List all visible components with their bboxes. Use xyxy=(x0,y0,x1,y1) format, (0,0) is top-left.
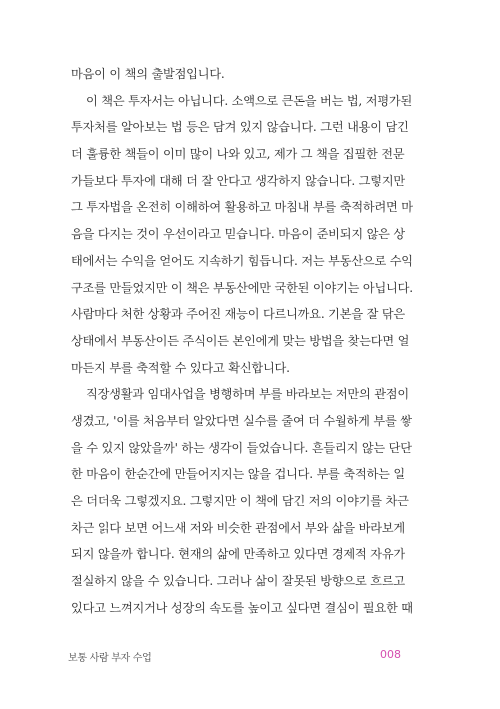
paragraph-first-line: 직장생활과 임대사업을 병행하며 부를 바라보는 저만의 관점이 xyxy=(86,387,409,402)
text-line: 마음이 이 책의 출발점입니다. xyxy=(71,67,225,81)
text-line: 투자처를 알아보는 법 등은 담겨 있지 않습니다. 그런 내용이 담긴 xyxy=(71,120,409,135)
text-line: 되지 않을까 합니다. 현재의 삶에 만족하고 있다면 경제적 자유가 xyxy=(71,547,405,562)
page-number: 008 xyxy=(380,648,401,661)
paragraph-last-line: 마든지 부를 축적할 수 있다고 확신합니다. xyxy=(71,360,290,375)
text-line: 더 훌륭한 책들이 이미 많이 나와 있고, 제가 그 책을 집필한 전문 xyxy=(71,147,405,162)
text-line: 생겼고, '이를 처음부터 알았다면 실수를 줄여 더 수월하게 부를 쌓 xyxy=(71,413,412,428)
text-line: 을 수 있지 않았을까' 하는 생각이 들었습니다. 흔들리지 않는 단단 xyxy=(71,440,412,455)
text-line: 상태에서 부동산이든 주식이든 본인에게 맞는 방법을 찾는다면 얼 xyxy=(71,333,410,348)
text-line: 있다고 느껴지거나 성장의 속도를 높이고 싶다면 결심이 필요한 때 xyxy=(71,600,413,615)
text-line: 은 더더욱 그렇겠지요. 그렇지만 이 책에 담긴 저의 이야기를 차근 xyxy=(71,494,409,508)
text-line: 그 투자법을 온전히 이해하여 활용하고 마침내 부를 축적하려면 마 xyxy=(71,200,413,215)
body-text xyxy=(71,61,413,621)
text-line: 음을 다지는 것이 우선이라고 믿습니다. 마음이 준비되지 않은 상 xyxy=(71,227,405,242)
text-line: 사람마다 처한 상황과 주어진 재능이 다르니까요. 기본을 잘 닦은 xyxy=(71,307,405,322)
text-line: 차근 읽다 보면 어느새 저와 비슷한 관점에서 부와 삶을 바라보게 xyxy=(71,520,405,535)
book-title-footer: 보통 사람 부자 수업 xyxy=(68,653,152,664)
text-line: 절실하지 않을 수 있습니다. 그러나 삶이 잘못된 방향으로 흐르고 xyxy=(71,574,405,589)
text-line: 가들보다 투자에 대해 더 잘 안다고 생각하지 않습니다. 그렇지만 xyxy=(71,173,405,188)
paragraph-first-line: 이 책은 투자서는 아닙니다. 소액으로 큰돈을 버는 법, 저평가된 xyxy=(86,93,413,108)
text-line: 태에서는 수익을 얻어도 지속하기 힘듭니다. 저는 부동산으로 수익 xyxy=(71,253,413,268)
text-line: 구조를 만들었지만 이 책은 부동산에만 국한된 이야기는 아닙니다. xyxy=(71,280,413,295)
text-line: 한 마음이 한순간에 만들어지지는 않을 겁니다. 부를 축적하는 일 xyxy=(71,467,405,482)
